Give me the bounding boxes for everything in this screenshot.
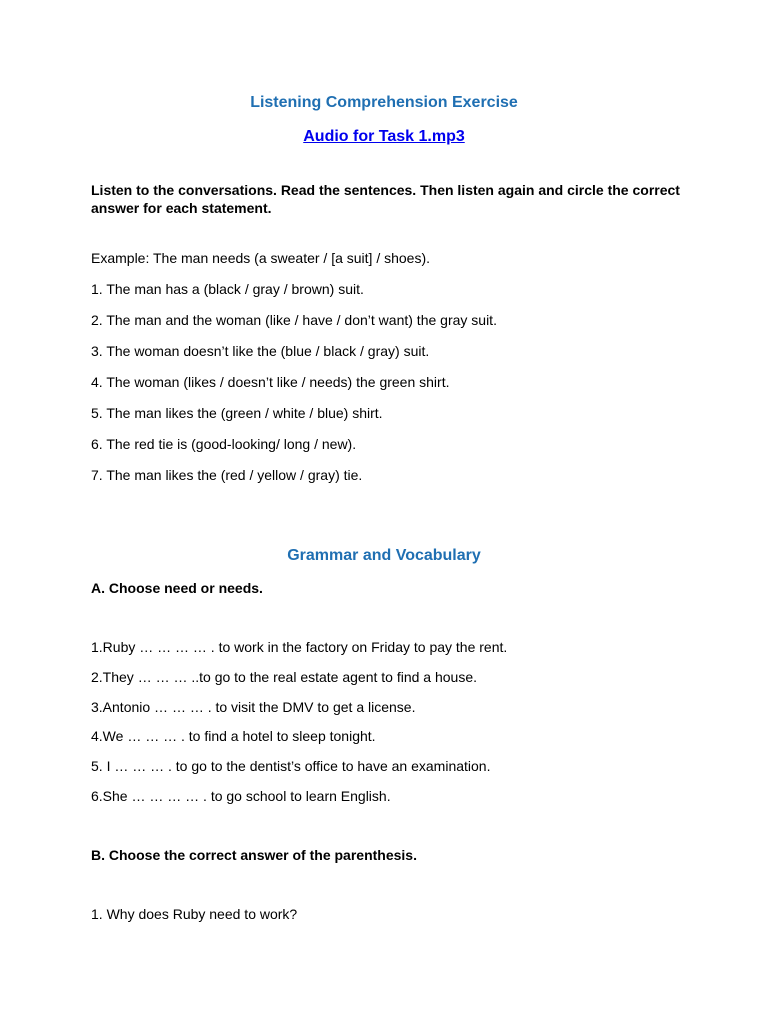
- page-title: Listening Comprehension Exercise: [250, 94, 518, 111]
- listening-item: 7. The man likes the (red / yellow / gray) tie.: [91, 467, 363, 483]
- audio-link-container: [0, 128, 768, 146]
- exercise-item: 2.They … … … ..to go to the real estate agent to find a house.: [91, 669, 478, 685]
- listening-item: 3. The woman doesn’t like the (blue / black / gray) suit.: [91, 343, 430, 359]
- section-b-heading: B. Choose the correct answer of the parenthesis.: [91, 847, 417, 863]
- exercise-item: 4.We … … … . to find a hotel to sleep tonight.: [91, 728, 376, 744]
- listening-item: 4. The woman (likes / doesn’t like / needs) the green shirt.: [91, 374, 450, 390]
- exercise-item: 5. I … … … . to go to the dentist’s office to have an examination.: [91, 758, 491, 774]
- exercise-item: 6.She … … … … . to go school to learn English.: [91, 788, 391, 804]
- section-a-heading: A. Choose need or needs.: [91, 580, 263, 596]
- exercise-item: 3.Antonio … … … . to visit the DMV to get a license.: [91, 699, 416, 715]
- listening-item: 1. The man has a (black / gray / brown) suit.: [91, 281, 364, 297]
- instructions: Listen to the conversations. Read the sentences. Then listen again and circle the correct answer for each statement.: [91, 182, 680, 216]
- listening-item: 5. The man likes the (green / white / blue) shirt.: [91, 405, 383, 421]
- listening-item: 2. The man and the woman (like / have / don’t want) the gray suit.: [91, 312, 497, 328]
- audio-file-link[interactable]: Audio for Task 1.mp3: [303, 128, 465, 145]
- listening-item: 6. The red tie is (good-looking/ long / new).: [91, 436, 357, 452]
- question-item: 1. Why does Ruby need to work?: [91, 906, 298, 922]
- grammar-vocabulary-heading: Grammar and Vocabulary: [287, 547, 481, 564]
- listening-example: Example: The man needs (a sweater / [a suit] / shoes).: [91, 250, 431, 266]
- exercise-item: 1.Ruby … … … … . to work in the factory on Friday to pay the rent.: [91, 639, 508, 655]
